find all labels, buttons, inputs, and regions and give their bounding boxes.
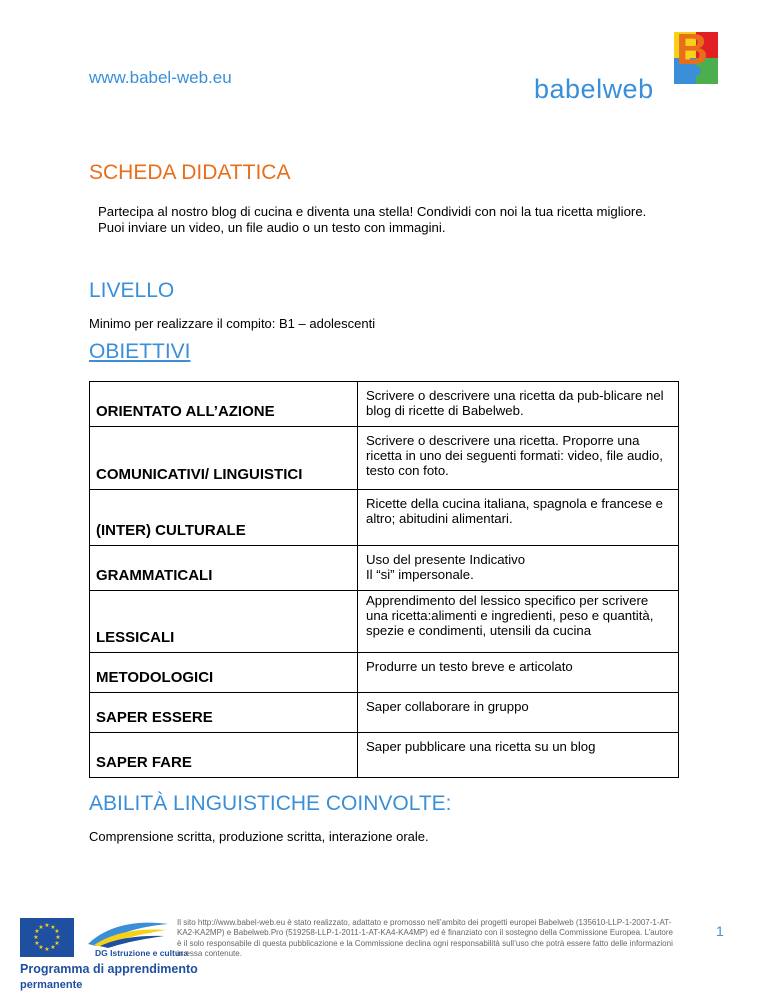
intro-text: Partecipa al nostro blog di cucina e diventa una stella! Condividi con noi la tua ricetta migliore. Puoi inviare un video, un file audio o un testo con immagini. bbox=[98, 204, 647, 235]
svg-text:★: ★ bbox=[33, 934, 39, 941]
table-row bbox=[90, 490, 679, 546]
programme-label-line2: permanente bbox=[20, 979, 83, 991]
svg-text:★: ★ bbox=[50, 944, 56, 951]
objective-label: GRAMMATICALI bbox=[90, 546, 358, 591]
objective-value: Uso del presente Indicativo Il “si” impersonale. bbox=[358, 546, 679, 591]
logo-letter: B bbox=[676, 25, 708, 74]
footer-disclaimer: Il sito http://www.babel-web.eu è stato realizzato, adattato e promosso nell’ambito dei progetti europei Babelweb (135610-LLP-1-2007-1-AT-KA2-KA2MP) e Babelweb.Pro (519258-LLP-1-2011-1-AT-KA4-KA4MP) ed é finanziato con il sostegno della Commissione Europea. L’autore è il solo responsabile di questa pubblicazione e la Commissione declina ogni responsabilità sull’uso che potrà essere fatto delle informazioni in essa contenute. bbox=[177, 918, 673, 958]
objective-label: ORIENTATO ALL’AZIONE bbox=[90, 382, 358, 427]
table-row bbox=[90, 546, 679, 591]
table-row bbox=[90, 693, 679, 733]
objective-label: (INTER) CULTURALE bbox=[90, 490, 358, 546]
objective-label: LESSICALI bbox=[90, 591, 358, 653]
obiettivi-heading: OBIETTIVI bbox=[89, 340, 191, 363]
logo-text: babelweb bbox=[534, 74, 654, 104]
objective-value: Ricette della cucina italiana, spagnola e francese e altro; abitudini alimentari. bbox=[358, 490, 679, 546]
objective-value: Apprendimento del lessico specifico per scrivere una ricetta:alimenti e ingredienti, peso e quantità, spezie e condimenti, utensili da cucina bbox=[358, 591, 679, 653]
livello-heading: LIVELLO bbox=[89, 279, 175, 302]
svg-text:★: ★ bbox=[34, 940, 40, 947]
svg-text:★: ★ bbox=[54, 928, 60, 935]
svg-text:★: ★ bbox=[50, 924, 56, 931]
svg-text:★: ★ bbox=[34, 928, 40, 935]
abilita-text: Comprensione scritta, produzione scritta, interazione orale. bbox=[89, 829, 429, 844]
abilita-heading: ABILITÀ LINGUISTICHE COINVOLTE: bbox=[89, 792, 452, 815]
objective-label: METODOLOGICI bbox=[90, 653, 358, 693]
svg-text:★: ★ bbox=[55, 934, 61, 941]
table-row bbox=[90, 733, 679, 778]
objective-value: Saper pubblicare una ricetta su un blog bbox=[358, 733, 679, 778]
svg-text:★: ★ bbox=[54, 940, 60, 947]
site-url[interactable]: www.babel-web.eu bbox=[89, 68, 232, 87]
svg-text:★: ★ bbox=[38, 944, 44, 951]
table-row bbox=[90, 591, 679, 653]
table-row bbox=[90, 382, 679, 427]
eu-flag-icon bbox=[20, 918, 74, 957]
dg-label: DG Istruzione e cultura bbox=[95, 948, 189, 958]
programme-label: Programma di apprendimento bbox=[20, 962, 198, 976]
objective-label: SAPER ESSERE bbox=[90, 693, 358, 733]
table-row bbox=[90, 427, 679, 490]
page-title: SCHEDA DIDATTICA bbox=[89, 161, 291, 184]
objective-value: Produrre un testo breve e articolato bbox=[358, 653, 679, 693]
objective-value: Scrivere o descrivere una ricetta. Proporre una ricetta in uno dei seguenti formati: video, file audio, testo con foto. bbox=[358, 427, 679, 490]
objective-value: Saper collaborare in gruppo bbox=[358, 693, 679, 733]
svg-text:★: ★ bbox=[44, 922, 50, 929]
livello-text: Minimo per realizzare il compito: B1 – adolescenti bbox=[89, 316, 376, 331]
table-row bbox=[90, 653, 679, 693]
babelweb-puzzle-logo-icon bbox=[656, 22, 728, 100]
svg-text:★: ★ bbox=[38, 924, 44, 931]
objective-label: COMUNICATIVI/ LINGUISTICI bbox=[90, 427, 358, 490]
svg-text:★: ★ bbox=[44, 946, 50, 953]
page-number: 1 bbox=[716, 923, 724, 939]
objectives-table bbox=[89, 381, 679, 778]
objective-label: SAPER FARE bbox=[90, 733, 358, 778]
objective-value: Scrivere o descrivere una ricetta da pub-blicare nel blog di ricette di Babelweb. bbox=[358, 382, 679, 427]
